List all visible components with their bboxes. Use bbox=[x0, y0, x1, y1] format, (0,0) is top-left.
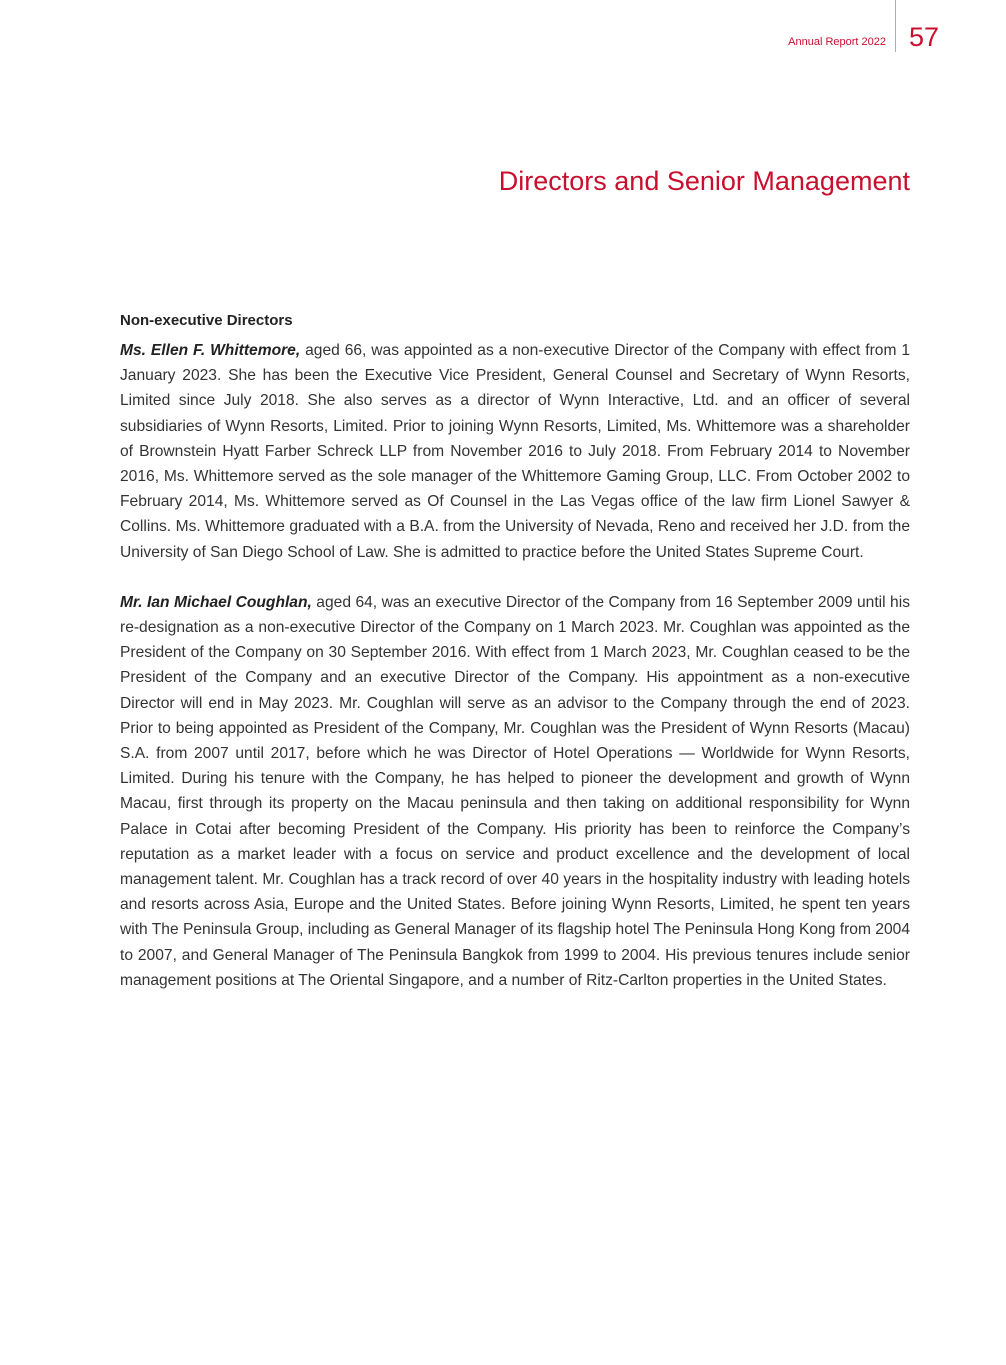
director-bio-text: aged 66, was appointed as a non-executive Director of the Company with effect from 1 January 2023. She has been the Executive Vice President, General Counsel and Secretary of Wynn Resorts, Limited since July 2018. She also serves as a director of Wynn Interactive, Ltd. and an officer of several subsidiaries of Wynn Resorts, Limited. Prior to joining Wynn Resorts, Limited, Ms. Whittemore was a shareholder of Brownstein Hyatt Farber Schreck LLP from November 2016 to July 2018. From February 2014 to November 2016, Ms. Whittemore served as the sole manager of the Whittemore Gaming Group, LLC. From October 2002 to February 2014, Ms. Whittemore served as Of Counsel in the Las Vegas office of the law firm Lionel Sawyer & Collins. Ms. Whittemore graduated with a B.A. from the University of Nevada, Reno and received her J.D. from the University of San Diego School of Law. She is admitted to practice before the United States Supreme Court. bbox=[120, 342, 911, 561]
director-bio bbox=[120, 338, 910, 565]
director-bio-text: aged 64, was an executive Director of the Company from 16 September 2009 until his re-designation as a non-executive Director of the Company on 1 March 2023. Mr. Coughlan was appointed as the President of the Company on 30 September 2016. With effect from 1 March 2023, Mr. Coughlan ceased to be the President of the Company and an executive Director of the Company. His appointment as a non-executive Director will end in May 2023. Mr. Coughlan will serve as an advisor to the Company through the end of 2023. Prior to being appointed as President of the Company, Mr. Coughlan was the President of Wynn Resorts (Macau) S.A. from 2007 until 2017, before which he was Director of Hotel Operations — Worldwide for Wynn Resorts, Limited. During his tenure with the Company, he has helped to pioneer the development and growth of Wynn Macau, first through its property on the Macau peninsula and then taking on additional responsibility for Wynn Palace in Cotai after becoming President of the Company. His priority has been to reinforce the Company’s reputation as a market leader with a focus on service and product excellence and the development of local management talent. Mr. Coughlan has a track record of over 40 years in the hospitality industry with leading hotels and resorts across Asia, Europe and the United States. Before joining Wynn Resorts, Limited, he spent ten years with The Peninsula Group, including as General Manager of its flagship hotel The Peninsula Hong Kong from 2004 to 2007, and General Manager of The Peninsula Bangkok from 1999 to 2004. His previous tenures include senior management positions at The Oriental Singapore, and a number of Ritz-Carlton properties in the United States. bbox=[120, 593, 910, 989]
header-divider bbox=[895, 0, 896, 52]
section-heading: Non-executive Directors bbox=[120, 312, 293, 329]
page-number: 57 bbox=[909, 22, 940, 52]
page-title: Directors and Senior Management bbox=[498, 166, 910, 196]
director-name: Mr. Ian Michael Coughlan, bbox=[120, 593, 312, 611]
director-bio bbox=[120, 590, 910, 993]
director-name: Ms. Ellen F. Whittemore, bbox=[120, 342, 301, 359]
report-label: Annual Report 2022 bbox=[788, 36, 886, 48]
section-non-executive-directors bbox=[120, 310, 910, 1018]
